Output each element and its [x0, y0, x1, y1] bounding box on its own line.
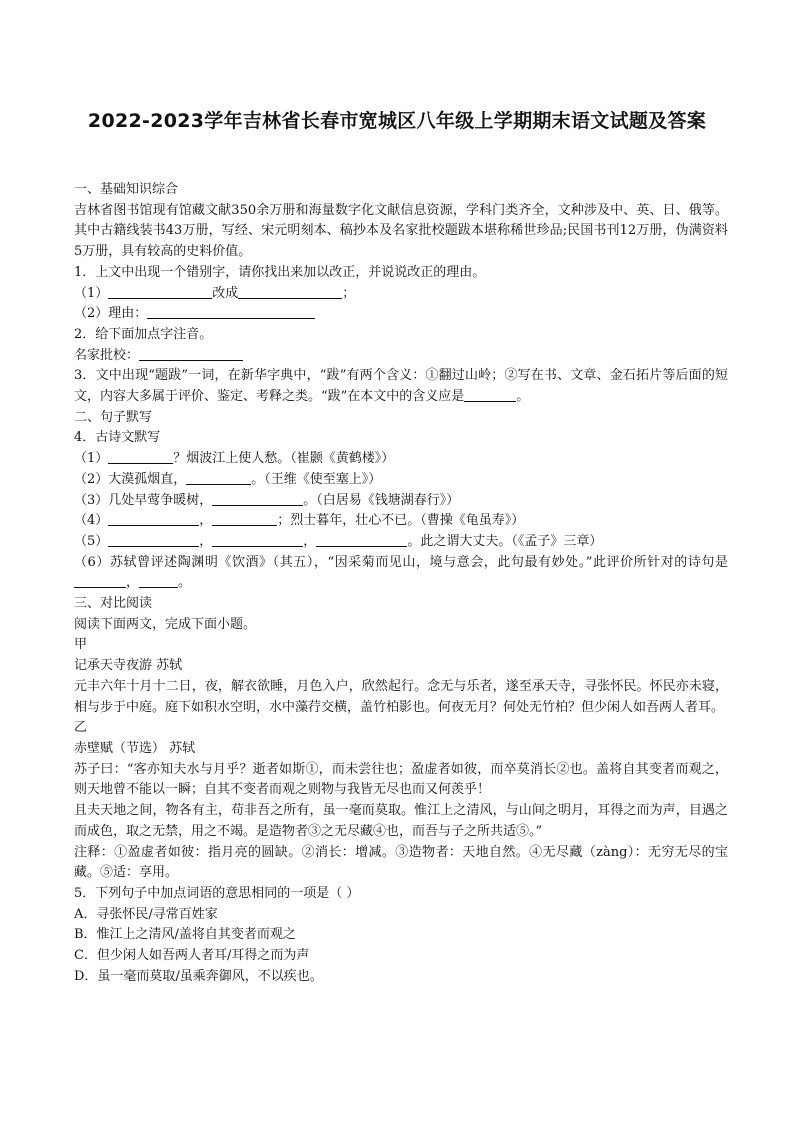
label: ，: [199, 513, 213, 529]
label: （1）: [74, 451, 109, 467]
annotation-note: 注释：①盈虚者如彼：指月亮的圆缺。②消长：增减。③造物者：天地自然。④无尽藏（zàng）：无穷无尽的宝藏。⑤适：享用。: [74, 844, 728, 881]
answer-blank[interactable]: [316, 532, 407, 547]
question-3: [74, 366, 728, 407]
answer-blank[interactable]: [464, 387, 516, 402]
text-b-title: 赤壁赋（节选） 苏轼: [74, 740, 196, 756]
answer-blank[interactable]: [108, 449, 173, 464]
label: （5）: [74, 533, 109, 549]
answer-blank[interactable]: [74, 573, 126, 588]
answer-blank[interactable]: [139, 573, 178, 588]
poem-line-2: [74, 470, 728, 491]
answer-blank[interactable]: [108, 532, 199, 547]
option-d: D．虽一毫而莫取/虽乘奔御风，不以疾也。: [74, 968, 323, 984]
option-c: C．但少闲人如吾两人者耳/耳得之而为声: [74, 948, 310, 964]
section-heading: 二、句子默写: [74, 409, 153, 425]
question-1-part-2: [74, 304, 728, 325]
text-a-paragraph: 元丰六年十月十二日，夜，解衣欲睡，月色入户，欣然起行。念无与乐者，遂至承天寺，寻张怀民。怀民亦未寝，相与步于中庭。庭下如积水空明，水中藻荇交横，盖竹柏影也。何夜无月？何处无竹柏？但少闲人如吾两人者耳。: [74, 678, 728, 715]
section-heading: 三、对比阅读: [74, 596, 153, 612]
intro-paragraph: 吉林省图书馆现有馆藏文献350余万册和海量数字化文献信息资源，学科门类齐全，文种涉及中、英、日、俄等。其中古籍线装书43万册，写经、宋元明刻本、稿抄本及名家批校题跋本堪称稀世珍品;民国书刊12万册，伪满资料5万册，具有较高的史料价值。: [74, 202, 728, 260]
poem-line-3: [74, 491, 728, 512]
poem-line-6: [74, 553, 728, 594]
label: 。此之谓大丈夫。（《孟子》三章）: [407, 533, 603, 549]
label: ；烈士暮年，壮心不已。（曹操《龟虽寿》）: [277, 513, 525, 529]
label: ；: [342, 285, 356, 301]
label: 名家批校：: [74, 347, 140, 363]
label: 。: [516, 389, 530, 405]
label: ，: [303, 533, 317, 549]
label: （3）几处早莺争暖树，: [74, 492, 213, 508]
label: 。: [178, 575, 192, 591]
label: 。（王维《使至塞上》）: [251, 471, 382, 487]
reading-instruction: 阅读下面两文，完成下面小题。: [74, 616, 257, 632]
question-2: 2．给下面加点字注音。: [74, 326, 213, 342]
label: ，: [199, 533, 213, 549]
answer-blank[interactable]: [212, 532, 303, 547]
question-6-text: （6）苏轼曾评述陶渊明《饮酒》（其五），“因采菊而见山，境与意会，此句最有妙处。”此评价所针对的诗句是: [74, 554, 728, 570]
label: （2）大漠孤烟直，: [74, 471, 187, 487]
question-1-part-1: [74, 284, 728, 305]
label: ，: [126, 575, 140, 591]
option-a: A．寻张怀民/寻常百姓家: [74, 906, 218, 922]
poem-line-4: [74, 511, 728, 532]
question-4: 4．古诗文默写: [74, 430, 161, 446]
answer-blank[interactable]: [238, 284, 342, 299]
label: （4）: [74, 513, 109, 529]
text-a-label: 甲: [74, 637, 88, 653]
question-2-item: [74, 346, 728, 367]
text-b-label: 乙: [74, 720, 88, 736]
label: （2）理由：: [74, 306, 148, 322]
question-1: 1．上文中出现一个错别字，请你找出来加以改正，并说说改正的理由。: [74, 264, 486, 280]
question-3-text: 3．文中出现“题跋”一词，在新华字典中，“跋”有两个含义：①翻过山岭；②写在书、文章、金石拓片等后面的短文，内容大多属于评价、鉴定、考释之类。“跋”在本文中的含义应是: [74, 368, 728, 405]
question-5: 5．下列句子中加点词语的意思相同的一项是（ ）: [74, 885, 360, 901]
text-b-paragraph: 且夫天地之间，物各有主，苟非吾之所有，虽一毫而莫取。惟江上之清风，与山间之明月，耳得之而为声，目遇之而成色，取之无禁，用之不竭。是造物者③之无尽藏④也，而吾与子之所共适⑤。”: [74, 803, 728, 839]
text-a-title: 记承天寺夜游 苏轼: [74, 658, 183, 674]
page-title: 2022-2023学年吉林省长春市宽城区八年级上学期期末语文试题及答案: [87, 110, 707, 132]
answer-blank[interactable]: [212, 511, 277, 526]
answer-blank[interactable]: [108, 284, 212, 299]
label: （1）: [74, 285, 109, 301]
text-b-paragraph: 苏子曰：“客亦知夫水与月乎？逝者如斯①，而未尝往也；盈虚者如彼，而卒莫消长②也。盖将自其变者而观之，则天地曾不能以一瞬；自其不变者而观之则物与我皆无尽也而又何羡乎！: [74, 761, 728, 798]
exam-body: [74, 180, 728, 987]
poem-line-1: [74, 449, 728, 470]
answer-blank[interactable]: [139, 346, 243, 361]
answer-blank[interactable]: [147, 304, 315, 319]
label: 。（白居易《钱塘湖春行》）: [303, 492, 460, 508]
answer-blank[interactable]: [186, 470, 251, 485]
answer-blank[interactable]: [108, 511, 199, 526]
poem-line-5: [74, 532, 728, 553]
label: 改成: [212, 285, 239, 301]
answer-blank[interactable]: [212, 491, 303, 506]
section-heading: 一、基础知识综合: [74, 182, 179, 197]
option-b: B．惟江上之清风/盖将自其变者而观之: [74, 927, 296, 943]
label: ？烟波江上使人愁。（崔颢《黄鹤楼》）: [173, 451, 395, 467]
